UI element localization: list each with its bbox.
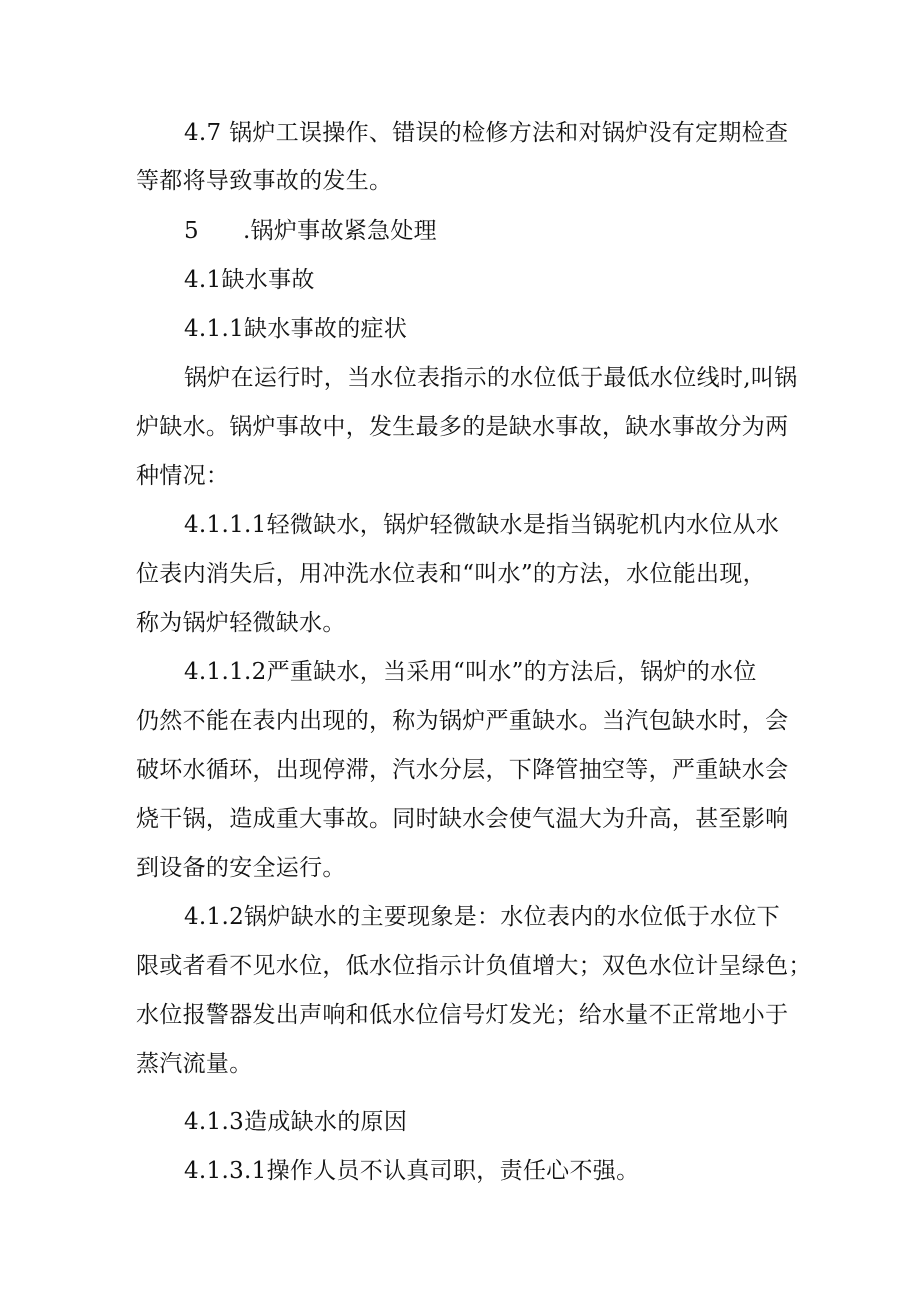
paragraph-4-1-1-2-line-3: 破坏水循环，出现停滞，汽水分层，下降管抽空等，严重缺水会 <box>136 757 789 783</box>
heading-4-1-1: 4.1.1缺水事故的症状 <box>184 316 408 342</box>
paragraph-symptom-line-3: 种情况： <box>136 463 230 489</box>
paragraph-4-7-line-2: 等都将导致事故的发生。 <box>136 168 393 194</box>
section-5-number: 5 <box>184 218 199 244</box>
paragraph-4-1-2-line-2: 限或者看不见水位，低水位指示计负值增大；双色水位计呈绿色； <box>136 953 812 979</box>
paragraph-4-1-1-1-line-2: 位表内消失后，用冲洗水位表和“叫水”的方法，水位能出现， <box>136 561 766 587</box>
paragraph-4-1-1-2-line-2: 仍然不能在表内出现的，称为锅炉严重缺水。当汽包缺水时，会 <box>136 708 789 734</box>
section-5-heading <box>184 216 437 246</box>
paragraph-4-1-1-2-line-5: 到设备的安全运行。 <box>136 855 346 881</box>
heading-4-1: 4.1缺水事故 <box>184 267 315 293</box>
heading-4-1-3: 4.1.3造成缺水的原因 <box>184 1109 408 1135</box>
paragraph-4-1-1-2-line-4: 烧干锅，造成重大事故。同时缺水会使气温大为升高，甚至影响 <box>136 806 789 832</box>
paragraph-4-1-3-1: 4.1.3.1操作人员不认真司职，责任心不强。 <box>184 1158 640 1184</box>
paragraph-4-1-2-line-1: 4.1.2锅炉缺水的主要现象是：水位表内的水位低于水位下 <box>184 904 780 930</box>
paragraph-4-1-1-1-line-3: 称为锅炉轻微缺水。 <box>136 610 346 636</box>
paragraph-4-1-1-1-line-1: 4.1.1.1轻微缺水，锅炉轻微缺水是指当锅驼机内水位从水 <box>184 512 780 538</box>
paragraph-4-1-2-line-4: 蒸汽流量。 <box>136 1051 253 1077</box>
paragraph-4-7-line-1: 4.7 锅炉工误操作、错误的检修方法和对锅炉没有定期检查 <box>184 120 789 146</box>
paragraph-symptom-line-2: 炉缺水。锅炉事故中，发生最多的是缺水事故，缺水事故分为两 <box>136 414 789 440</box>
paragraph-symptom-line-1: 锅炉在运行时，当水位表指示的水位低于最低水位线时,叫锅 <box>184 365 798 391</box>
paragraph-4-1-1-2-line-1: 4.1.1.2严重缺水，当采用“叫水”的方法后，锅炉的水位 <box>184 659 757 685</box>
section-5-title: .锅炉事故紧急处理 <box>242 218 437 244</box>
paragraph-4-1-2-line-3: 水位报警器发出声响和低水位信号灯发光；给水量不正常地小于 <box>136 1002 789 1028</box>
